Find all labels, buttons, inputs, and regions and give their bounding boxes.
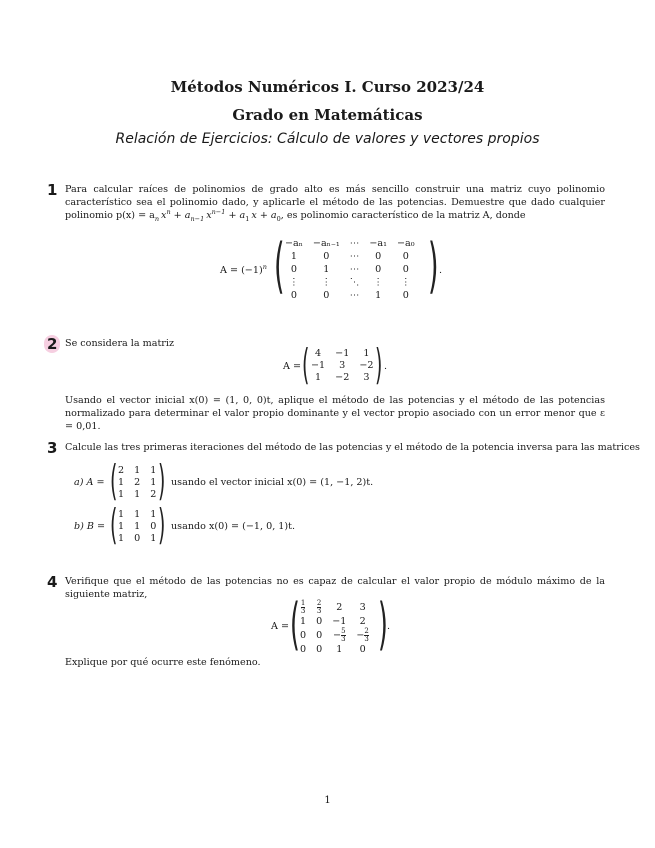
matrix-cell: 1 — [375, 290, 382, 301]
page-number: 1 — [324, 795, 331, 806]
matrix-cell: 1 — [134, 464, 141, 476]
matrix-row — [280, 289, 420, 302]
matrix-cell: 1 — [134, 508, 141, 520]
matrix-cell: 0 — [316, 644, 323, 655]
matrix-cell: 1 — [150, 532, 157, 544]
exercise-4-number: 4 — [47, 573, 58, 591]
exercise-3-number: 3 — [47, 439, 58, 457]
matrix-cell: −1 — [335, 347, 350, 359]
matrix-cell: −aₙ — [285, 238, 303, 249]
matrix-cell: 2 — [134, 476, 141, 488]
exercise-2-intro: Se considera la matriz — [65, 338, 175, 349]
matrix-cell: −a₀ — [396, 238, 415, 249]
matrix-cell: 2 — [118, 464, 125, 476]
exercise-3a-text: usando el vector inicial x(0) = (1, −1, 2)t. — [171, 477, 374, 488]
exercise-4-period: . — [387, 621, 391, 632]
matrix-cell: 0 — [402, 290, 409, 301]
matrix-row — [280, 250, 420, 263]
matrix-cell: ⋯ — [349, 290, 360, 301]
exercise-4-text: Verifique que el método de las potencias no es capaz de calcular el valor propio de módulo máximo de la siguiente matriz, — [65, 576, 605, 600]
document-title: Métodos Numéricos I. Curso 2023/24 — [170, 78, 485, 96]
exercise-3b-matrix — [113, 508, 161, 544]
matrix-cell: 0 — [134, 532, 141, 544]
exercise-3a-matrix — [113, 464, 161, 500]
matrix-cell: $\frac{1}{3}$ — [300, 599, 306, 615]
matrix-cell: 3 — [339, 359, 346, 371]
exercise-3-intro: Calcule las tres primeras iteraciones del método de las potencias y el método de la potencia inversa para las matrices — [65, 442, 640, 453]
exercise-4-matrix — [295, 600, 374, 656]
exercise-1-matrix-lhs: $A = (-1)^n$ — [220, 262, 267, 276]
matrix-row — [306, 359, 378, 371]
exercise-2-period: . — [384, 361, 388, 372]
matrix-cell: −1 — [311, 359, 326, 371]
matrix-cell: 1 — [134, 488, 141, 500]
matrix-cell: 0 — [402, 251, 409, 262]
exercise-3b-left-paren: ( — [110, 500, 118, 549]
matrix-cell: 1 — [134, 520, 141, 532]
matrix-cell: 3 — [359, 602, 366, 613]
matrix-cell: 1 — [363, 347, 370, 359]
matrix-cell: 3 — [363, 371, 370, 383]
matrix-row — [295, 600, 374, 615]
matrix-cell: −1 — [332, 616, 347, 627]
exercise-4-left-paren: ( — [290, 592, 300, 657]
matrix-cell: ⋮ — [321, 277, 332, 288]
matrix-row — [306, 371, 378, 383]
matrix-cell: 1 — [150, 508, 157, 520]
exercise-2-left-paren: ( — [302, 340, 310, 389]
document-subtitle: Relación de Ejercicios: Cálculo de valores y vectores propios — [115, 131, 540, 147]
matrix-cell: ⋱ — [349, 277, 360, 288]
matrix-row — [306, 347, 378, 359]
exercise-2-matrix-lhs: A = — [283, 361, 302, 372]
exercise-1-text-a: Para calcular raíces de polinomios de grado alto es más sencillo construir una matriz cuyo polinomio característico sea el polinomio dado, y aplicarle el método de las potencias. Demuestre que dado cualquier polinomio p(x) = a — [65, 184, 605, 221]
matrix-cell: 0 — [375, 251, 382, 262]
matrix-cell: 1 — [150, 476, 157, 488]
matrix-row — [280, 263, 420, 276]
matrix-cell: 1 — [150, 464, 157, 476]
matrix-cell: 0 — [300, 630, 307, 641]
matrix-cell: −a₁ — [369, 238, 387, 249]
exercise-4-matrix-lhs: A = — [271, 621, 290, 632]
matrix-row — [295, 643, 374, 656]
matrix-cell: 1 — [336, 644, 343, 655]
matrix-row — [295, 628, 374, 643]
matrix-cell: 0 — [402, 264, 409, 275]
exercise-3a-left-paren: ( — [110, 456, 118, 505]
exercise-3b-text: usando x(0) = (−1, 0, 1)t. — [171, 521, 296, 532]
matrix-cell: ⋯ — [349, 264, 360, 275]
exercise-3b-label: b) B = — [74, 521, 106, 532]
matrix-row — [113, 532, 161, 544]
exercise-2-text: Usando el vector inicial x(0) = (1, 0, 0)t, aplique el método de las potencias y el método de las potencias normalizado para determinar el valor propio dominante y el vector propio asociado con un error menor que ε = 0,01. — [65, 395, 605, 432]
matrix-cell: 0 — [359, 644, 366, 655]
matrix-cell: ⋯ — [349, 251, 360, 262]
matrix-cell: 1 — [118, 532, 125, 544]
matrix-row — [280, 237, 420, 250]
matrix-cell: 4 — [315, 347, 322, 359]
matrix-cell: 0 — [316, 630, 323, 641]
exercise-1-period: . — [439, 265, 443, 276]
matrix-row — [113, 508, 161, 520]
matrix-row — [113, 520, 161, 532]
matrix-row — [113, 488, 161, 500]
matrix-cell: 0 — [290, 290, 298, 301]
matrix-cell: ⋮ — [289, 277, 299, 288]
degree-title: Grado en Matemáticas — [232, 106, 423, 124]
matrix-cell: −aₙ₋₁ — [312, 238, 340, 249]
matrix-cell: 1 — [118, 488, 125, 500]
matrix-cell: − $\frac{5}{3}$ — [333, 627, 346, 643]
matrix-cell: 1 — [118, 508, 125, 520]
exercise-1-right-paren: ) — [428, 231, 439, 301]
exercise-4-outro: Explique por qué ocurre este fenómeno. — [65, 657, 261, 668]
matrix-cell: 0 — [375, 264, 382, 275]
exercise-1-number: 1 — [47, 181, 58, 199]
matrix-cell: 2 — [336, 602, 343, 613]
matrix-cell: 0 — [300, 644, 307, 655]
exercise-2-matrix — [306, 347, 378, 383]
exercise-2-number: 2 — [44, 335, 60, 353]
matrix-cell: $\frac{2}{3}$ — [316, 599, 322, 615]
matrix-cell: −2 — [335, 371, 350, 383]
exercise-1-text-b: , es polinomio característico de la matriz A, donde — [280, 210, 526, 221]
matrix-cell: 1 — [290, 251, 298, 262]
matrix-row — [295, 615, 374, 628]
exercise-1-matrix — [280, 237, 420, 302]
exercise-1-text: Para calcular raíces de polinomios de grado alto es más sencillo construir una matriz cuyo polinomio característico sea el polinomio dado, y aplicarle el método de las potencias. Demuestre que dado cualquier polinomio $p(x) = a_n$ $x^n + a_{n-1}$ $x^{n-1} + a_1$ $x + a_0$, es polinomio característico de la matriz A, donde — [65, 184, 605, 223]
matrix-cell: 1 — [300, 616, 307, 627]
matrix-cell: 2 — [359, 616, 366, 627]
matrix-cell: 2 — [150, 488, 157, 500]
exercise-3b-right-paren: ) — [158, 500, 166, 549]
exercise-2-right-paren: ) — [375, 340, 383, 389]
matrix-cell: 1 — [323, 264, 330, 275]
exercise-1-left-paren: ( — [274, 231, 285, 301]
exercise-3a-label: a) A = — [74, 477, 105, 488]
matrix-row — [113, 476, 161, 488]
matrix-cell: ⋯ — [349, 238, 360, 249]
matrix-cell: 1 — [118, 476, 125, 488]
matrix-row — [113, 464, 161, 476]
matrix-cell: 0 — [316, 616, 323, 627]
matrix-cell: 0 — [323, 290, 330, 301]
matrix-cell: 0 — [150, 520, 157, 532]
matrix-cell: − $\frac{2}{3}$ — [356, 627, 369, 643]
matrix-cell: 1 — [118, 520, 125, 532]
matrix-cell: ⋮ — [400, 277, 411, 288]
matrix-cell: ⋮ — [373, 277, 383, 288]
matrix-cell: 0 — [323, 251, 330, 262]
matrix-cell: 0 — [290, 264, 298, 275]
matrix-cell: −2 — [359, 359, 374, 371]
exercise-4-right-paren: ) — [378, 592, 388, 657]
matrix-row — [280, 276, 420, 289]
exercise-3a-right-paren: ) — [158, 456, 166, 505]
matrix-cell: 1 — [315, 371, 322, 383]
